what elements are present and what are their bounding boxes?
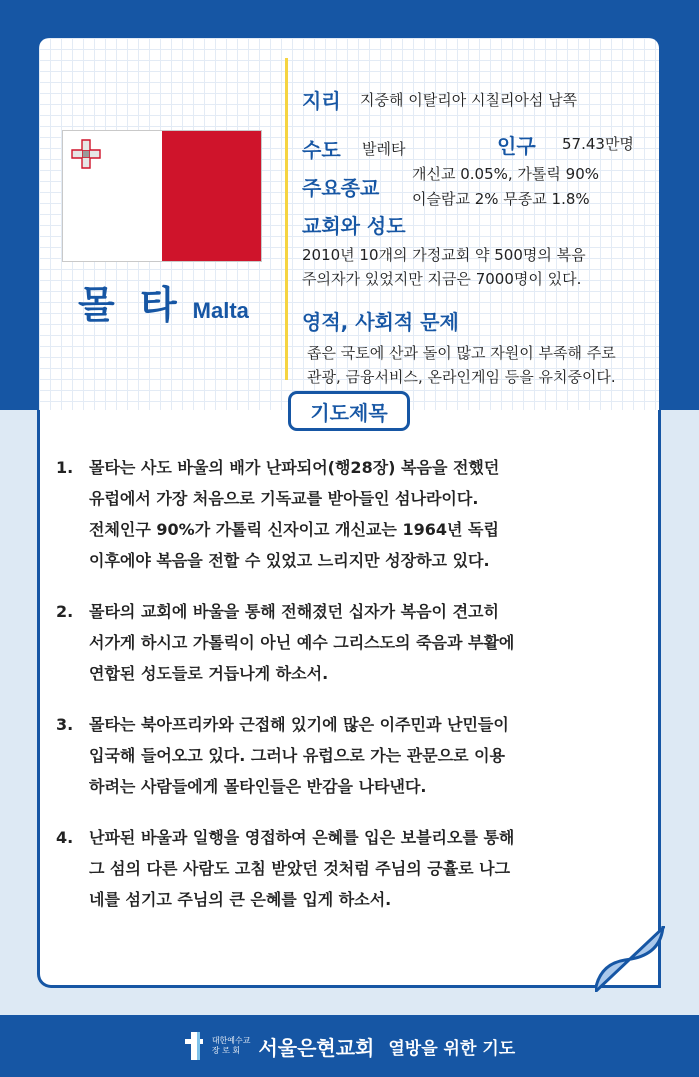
prayer-item-3 (56, 709, 646, 802)
prayer-line: 몰타의 교회에 바울을 통해 전해졌던 십자가 복음이 견고히 (89, 602, 499, 621)
church-line: 주의자가 있었지만 지금은 7000명이 있다. (302, 270, 582, 288)
prayer-line: 그 섬의 다른 사람도 고침 받았던 것처럼 주님의 긍휼로 나그 (89, 859, 511, 878)
prayer-line: 서가게 하시고 가톨릭이 아닌 예수 그리스도의 죽음과 부활에 (89, 633, 515, 652)
church-description (302, 243, 586, 291)
flag-red-half (162, 131, 261, 261)
prayer-text (89, 822, 514, 915)
prayer-line: 이후에야 복음을 전할 수 있었고 느리지만 성장하고 있다. (89, 551, 490, 570)
footer-subtitle: 열방을 위한 기도 (388, 1038, 516, 1059)
prayer-text (89, 452, 499, 576)
prayer-line: 전체인구 90%가 가톨릭 신자이고 개신교는 1964년 독립 (89, 520, 499, 539)
malta-flag (62, 130, 262, 262)
prayer-line: 연합된 성도들로 거듭나게 하소서. (89, 664, 329, 683)
denomination-label (212, 1036, 251, 1056)
prayer-line: 입국해 들어오고 있다. 그러나 유럽으로 가는 관문으로 이용 (89, 746, 506, 765)
prayer-line: 하려는 사람들에게 몰타인들은 반감을 나타낸다. (89, 777, 427, 796)
george-cross-icon (70, 138, 102, 170)
population-label: 인구 (497, 134, 536, 158)
prayer-line: 네를 섬기고 주님의 큰 은혜를 입게 하소서. (89, 890, 392, 909)
footer (0, 1015, 699, 1077)
church-label: 교회와 성도 (302, 214, 406, 238)
prayer-item-1 (56, 452, 646, 576)
capital-value: 발레타 (362, 140, 406, 158)
prayer-line: 난파된 바울과 일행을 영접하여 은혜를 입은 보블리오를 통해 (89, 828, 515, 847)
denomination-line-2: 장 로 회 (211, 1046, 241, 1055)
geo-label: 지리 (302, 89, 341, 113)
country-name (78, 274, 249, 329)
religion-line-2: 이슬람교 2% 무종교 1.8% (412, 190, 590, 208)
prayer-number: 2. (56, 602, 74, 621)
prayer-number: 3. (56, 715, 74, 734)
issues-label: 영적, 사회적 문제 (302, 310, 459, 334)
prayer-text (89, 709, 509, 802)
info-divider (285, 58, 288, 380)
geo-value: 지중해 이탈리아 시칠리아섬 남쪽 (360, 91, 578, 109)
capital-label: 수도 (302, 138, 341, 162)
religion-label: 주요종교 (302, 176, 380, 200)
church-line: 2010년 10개의 가정교회 약 500명의 복음 (302, 246, 586, 264)
prayer-title-badge (288, 391, 410, 431)
country-name-korean: 몰 타 (78, 283, 183, 327)
flag-white-half (63, 131, 162, 261)
prayer-text (89, 596, 514, 689)
prayer-line: 유럽에서 가장 처음으로 기독교를 받아들인 섬나라이다. (89, 489, 479, 508)
denomination-line-1: 대한예수교 (211, 1036, 251, 1045)
prayer-number: 1. (56, 458, 74, 477)
cross-logo-icon (184, 1031, 204, 1061)
population-value: 57.43만명 (562, 135, 634, 153)
prayer-number: 4. (56, 828, 74, 847)
religion-line-1: 개신교 0.05%, 가톨릭 90% (412, 165, 600, 183)
issues-description (307, 341, 616, 389)
prayer-line: 몰타는 북아프리카와 근접해 있기에 많은 이주민과 난민들이 (89, 715, 509, 734)
prayer-line: 몰타는 사도 바울의 배가 난파되어(행28장) 복음을 전했던 (89, 458, 500, 477)
prayer-item-4 (56, 822, 646, 915)
country-name-english: Malta (192, 298, 249, 323)
prayer-title: 기도제목 (310, 400, 388, 425)
prayer-list (56, 452, 646, 935)
issues-line: 관광, 금융서비스, 온라인게임 등을 유치중이다. (307, 368, 616, 386)
church-name: 서울은현교회 (258, 1035, 375, 1060)
page-curl-icon (595, 926, 665, 992)
issues-line: 좁은 국토에 산과 돌이 많고 자원이 부족해 주로 (307, 344, 616, 362)
prayer-item-2 (56, 596, 646, 689)
